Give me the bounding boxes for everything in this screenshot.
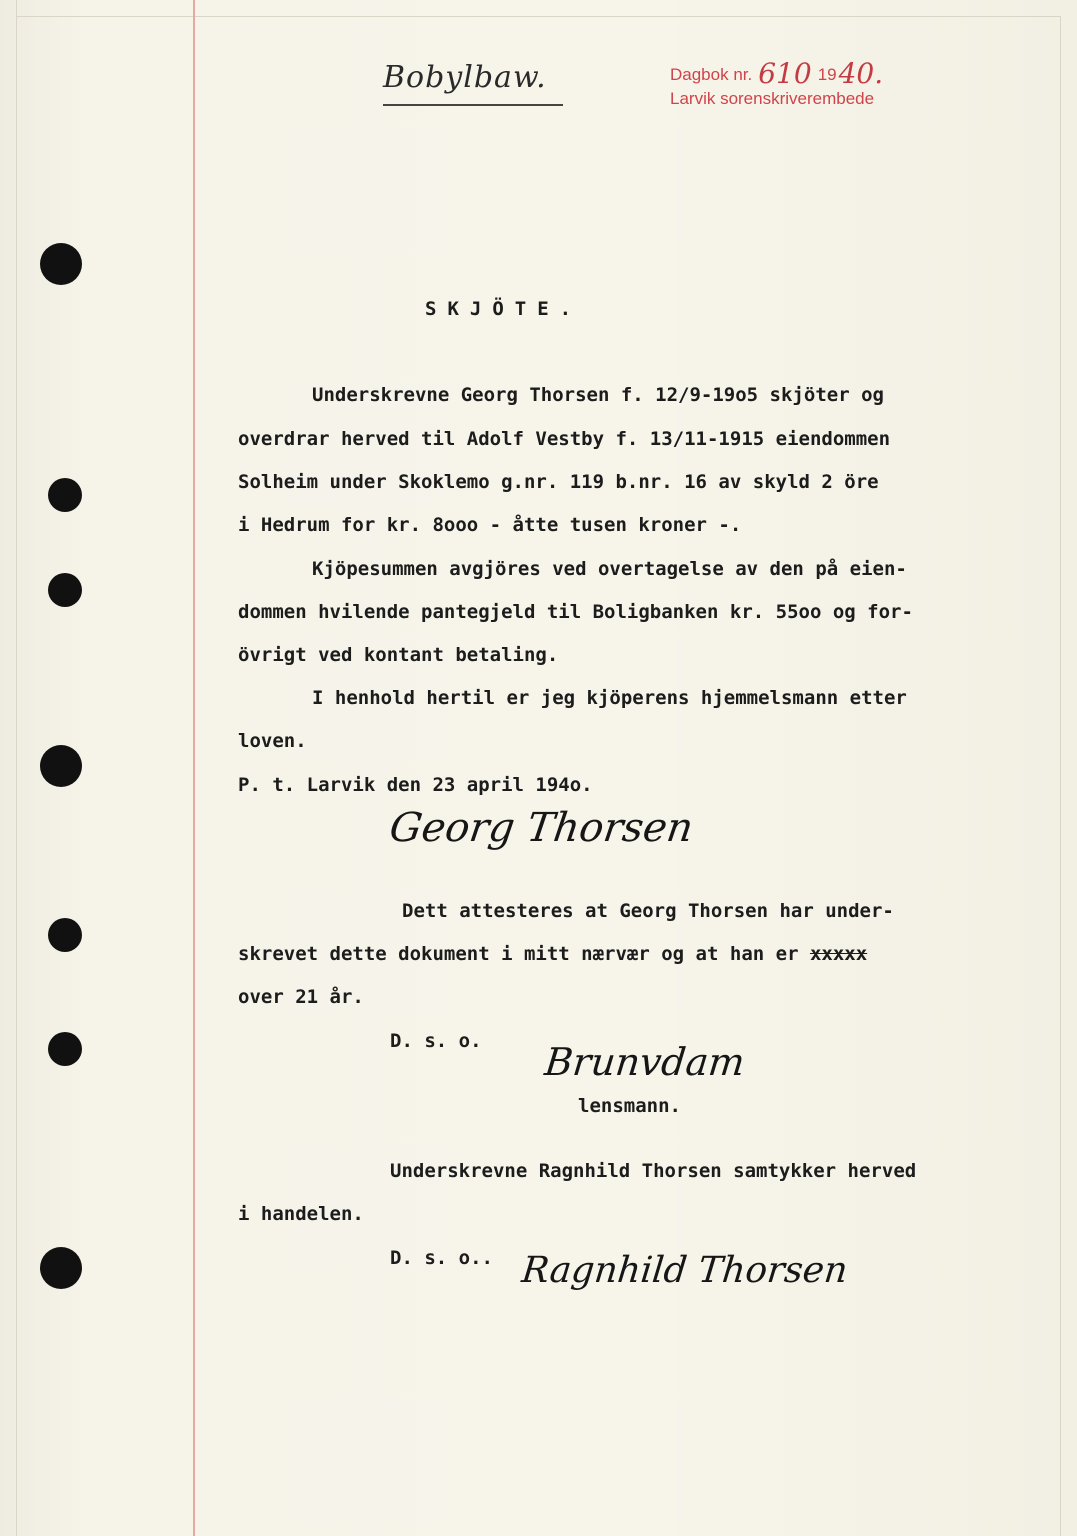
punch-hole: [40, 1247, 82, 1289]
punch-hole: [40, 745, 82, 787]
text-segment: skrevet dette dokument i mitt nærvær og at han er: [238, 943, 799, 965]
official-title: lensmann.: [578, 1095, 681, 1117]
closing-abbrev: D. s. o.: [390, 1030, 482, 1052]
text-line: övrigt ved kontant betaling.: [238, 644, 559, 666]
handwritten-underline: [383, 104, 563, 106]
punch-hole: [48, 918, 82, 952]
registry-stamp: [670, 57, 889, 111]
stamp-number: 610: [758, 57, 812, 90]
handwritten-note: Bobylbaw.: [383, 60, 547, 95]
signature-spouse: Ragnhild Thorsen: [519, 1250, 850, 1291]
punch-hole: [48, 1032, 82, 1066]
punch-hole: [48, 573, 82, 607]
punch-hole: [48, 478, 82, 512]
signature-official: Brunvdam: [542, 1040, 747, 1084]
struck-text: xxxxx: [809, 943, 868, 965]
punch-hole: [40, 243, 82, 285]
signature-seller: Georg Thorsen: [386, 805, 696, 851]
text-line: overdrar herved til Adolf Vestby f. 13/11-1915 eiendommen: [238, 428, 891, 450]
text-line: I henhold hertil er jeg kjöperens hjemmelsmann etter: [312, 687, 907, 709]
page-edge-left: [16, 0, 17, 1536]
page-edge-top: [16, 16, 1061, 17]
page-edge-right: [1060, 16, 1061, 1536]
text-line: Underskrevne Ragnhild Thorsen samtykker herved: [390, 1160, 917, 1182]
text-line: over 21 år.: [238, 986, 364, 1008]
text-line: Kjöpesummen avgjöres ved overtagelse av den på eien-: [312, 558, 907, 580]
text-line: Solheim under Skoklemo g.nr. 119 b.nr. 16 av skyld 2 öre: [238, 471, 879, 493]
text-line: loven.: [238, 730, 307, 752]
text-line: i Hedrum for kr. 8ooo - åtte tusen kroner -.: [238, 514, 742, 536]
text-line: [238, 943, 867, 965]
closing-abbrev: D. s. o..: [390, 1247, 493, 1269]
text-line: dommen hvilende pantegjeld til Boligbanken kr. 55oo og for-: [238, 601, 913, 623]
stamp-year-suffix: 40.: [838, 57, 884, 90]
stamp-line-1: [670, 57, 889, 90]
margin-rule: [193, 0, 195, 1536]
text-line: i handelen.: [238, 1203, 364, 1225]
text-line: Underskrevne Georg Thorsen f. 12/9-19o5 skjöter og: [312, 384, 884, 406]
document-title: SKJÖTE.: [425, 298, 583, 320]
stamp-prefix: Dagbok nr.: [670, 65, 753, 84]
text-line: Dett attesteres at Georg Thorsen har under-: [402, 900, 894, 922]
stamp-year-prefix: 19: [817, 65, 837, 84]
stamp-line-2: Larvik sorenskriverembede: [670, 89, 875, 108]
date-line: P. t. Larvik den 23 april 194o.: [238, 774, 593, 796]
